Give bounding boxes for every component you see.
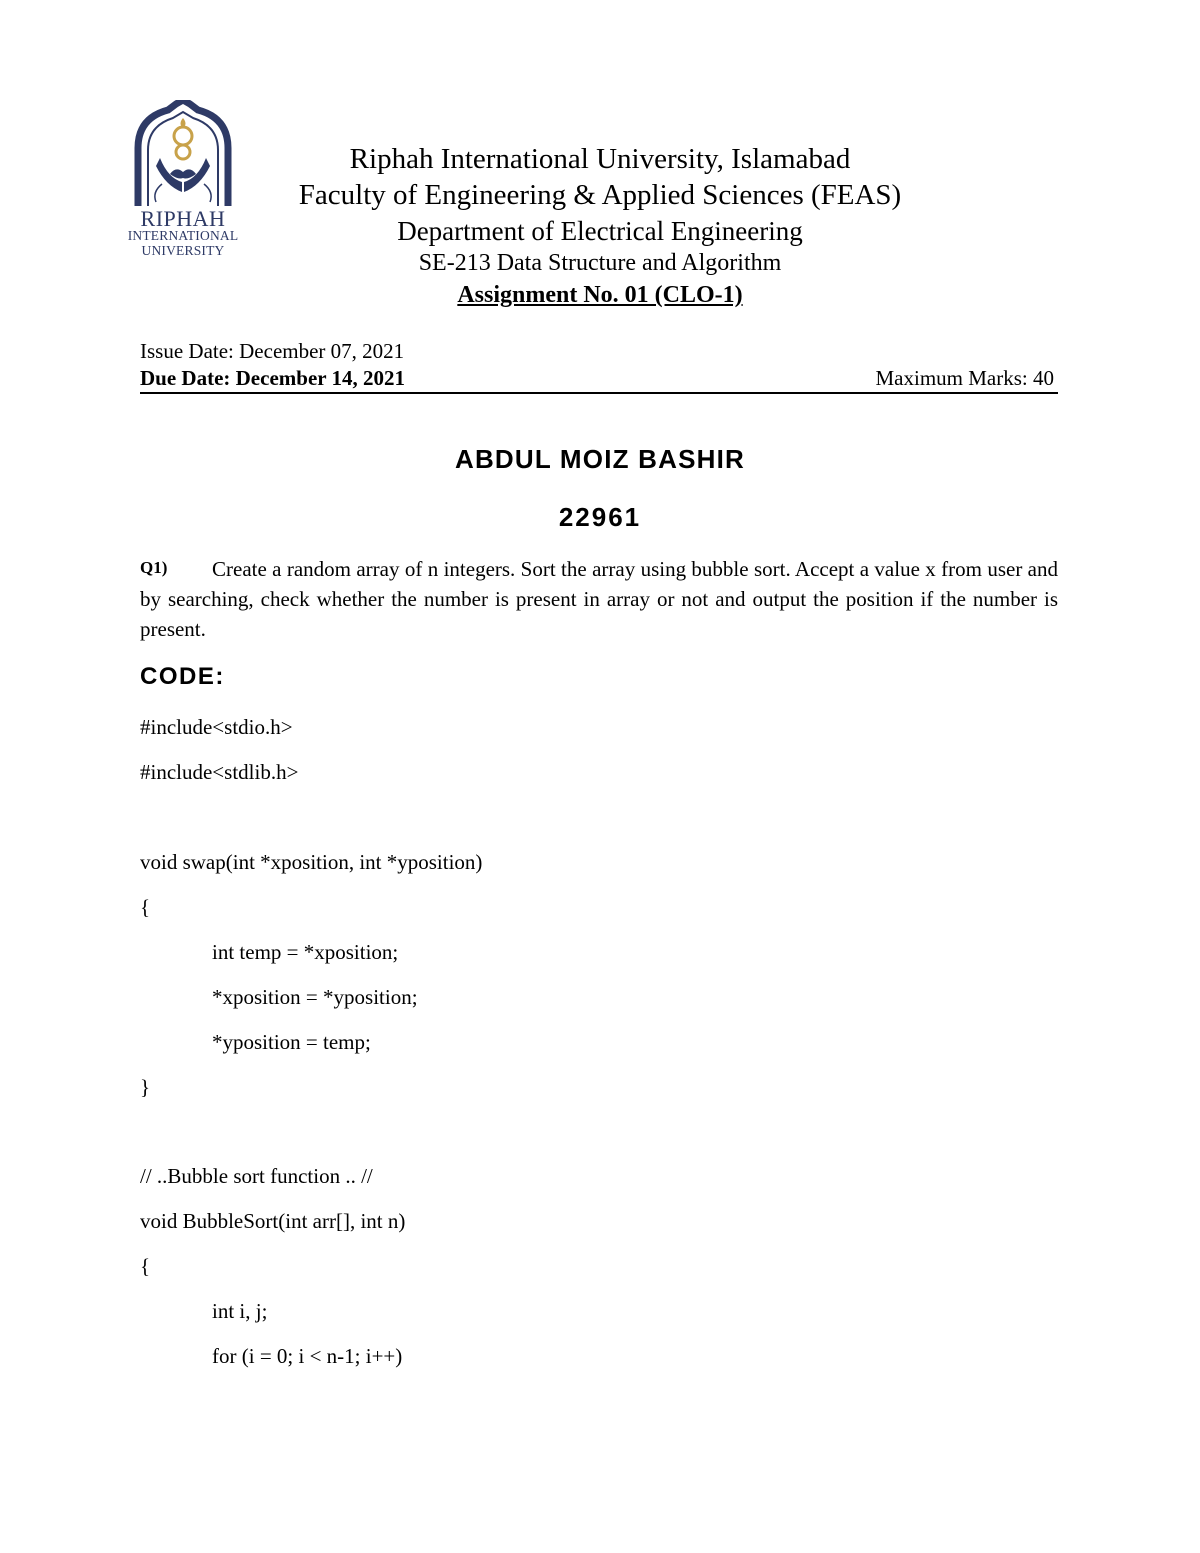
code-line: *xposition = *yposition; (212, 985, 418, 1009)
question-text: Create a random array of n integers. Sort the array using bubble sort. Accept a value x from user and by searching, check whether the number is present in array or not and output the position if the number is present. (140, 557, 1058, 641)
department-name: Department of Electrical Engineering (397, 216, 803, 246)
question-label: Q1) (140, 558, 168, 577)
code-line: int temp = *xposition; (212, 940, 399, 964)
maximum-marks: Maximum Marks: 40 (875, 366, 1054, 390)
code-line: void BubbleSort(int arr[], int n) (140, 1209, 406, 1233)
due-date: Due Date: December 14, 2021 (140, 366, 405, 390)
student-id: 22961 (558, 502, 642, 532)
code-line: { (140, 895, 151, 919)
course-title: SE-213 Data Structure and Algorithm (418, 250, 782, 276)
code-line: } (140, 1075, 151, 1099)
code-line: *yposition = temp; (212, 1030, 371, 1054)
logo-wordmark-international: INTERNATIONAL (127, 228, 239, 243)
code-line: int i, j; (212, 1299, 268, 1323)
header-divider (140, 392, 1058, 394)
code-line: { (140, 1254, 151, 1278)
student-name: ABDUL MOIZ BASHIR (454, 444, 746, 474)
university-name: Riphah International University, Islamabad (349, 143, 851, 175)
code-line: #include<stdio.h> (140, 715, 293, 739)
assignment-title: Assignment No. 01 (CLO-1) (457, 282, 743, 308)
faculty-name: Faculty of Engineering & Applied Sciences (FEAS) (298, 179, 902, 211)
code-line: // ..Bubble sort function .. // (140, 1164, 373, 1188)
code-heading: CODE: (140, 663, 225, 690)
issue-date: Issue Date: December 07, 2021 (140, 339, 405, 363)
logo-wordmark-riphah: RIPHAH (140, 206, 226, 231)
code-line: for (i = 0; i < n-1; i++) (212, 1344, 403, 1368)
code-line: void swap(int *xposition, int *yposition) (140, 850, 483, 874)
code-line: #include<stdlib.h> (140, 760, 299, 784)
logo-wordmark-university: UNIVERSITY (141, 243, 225, 258)
